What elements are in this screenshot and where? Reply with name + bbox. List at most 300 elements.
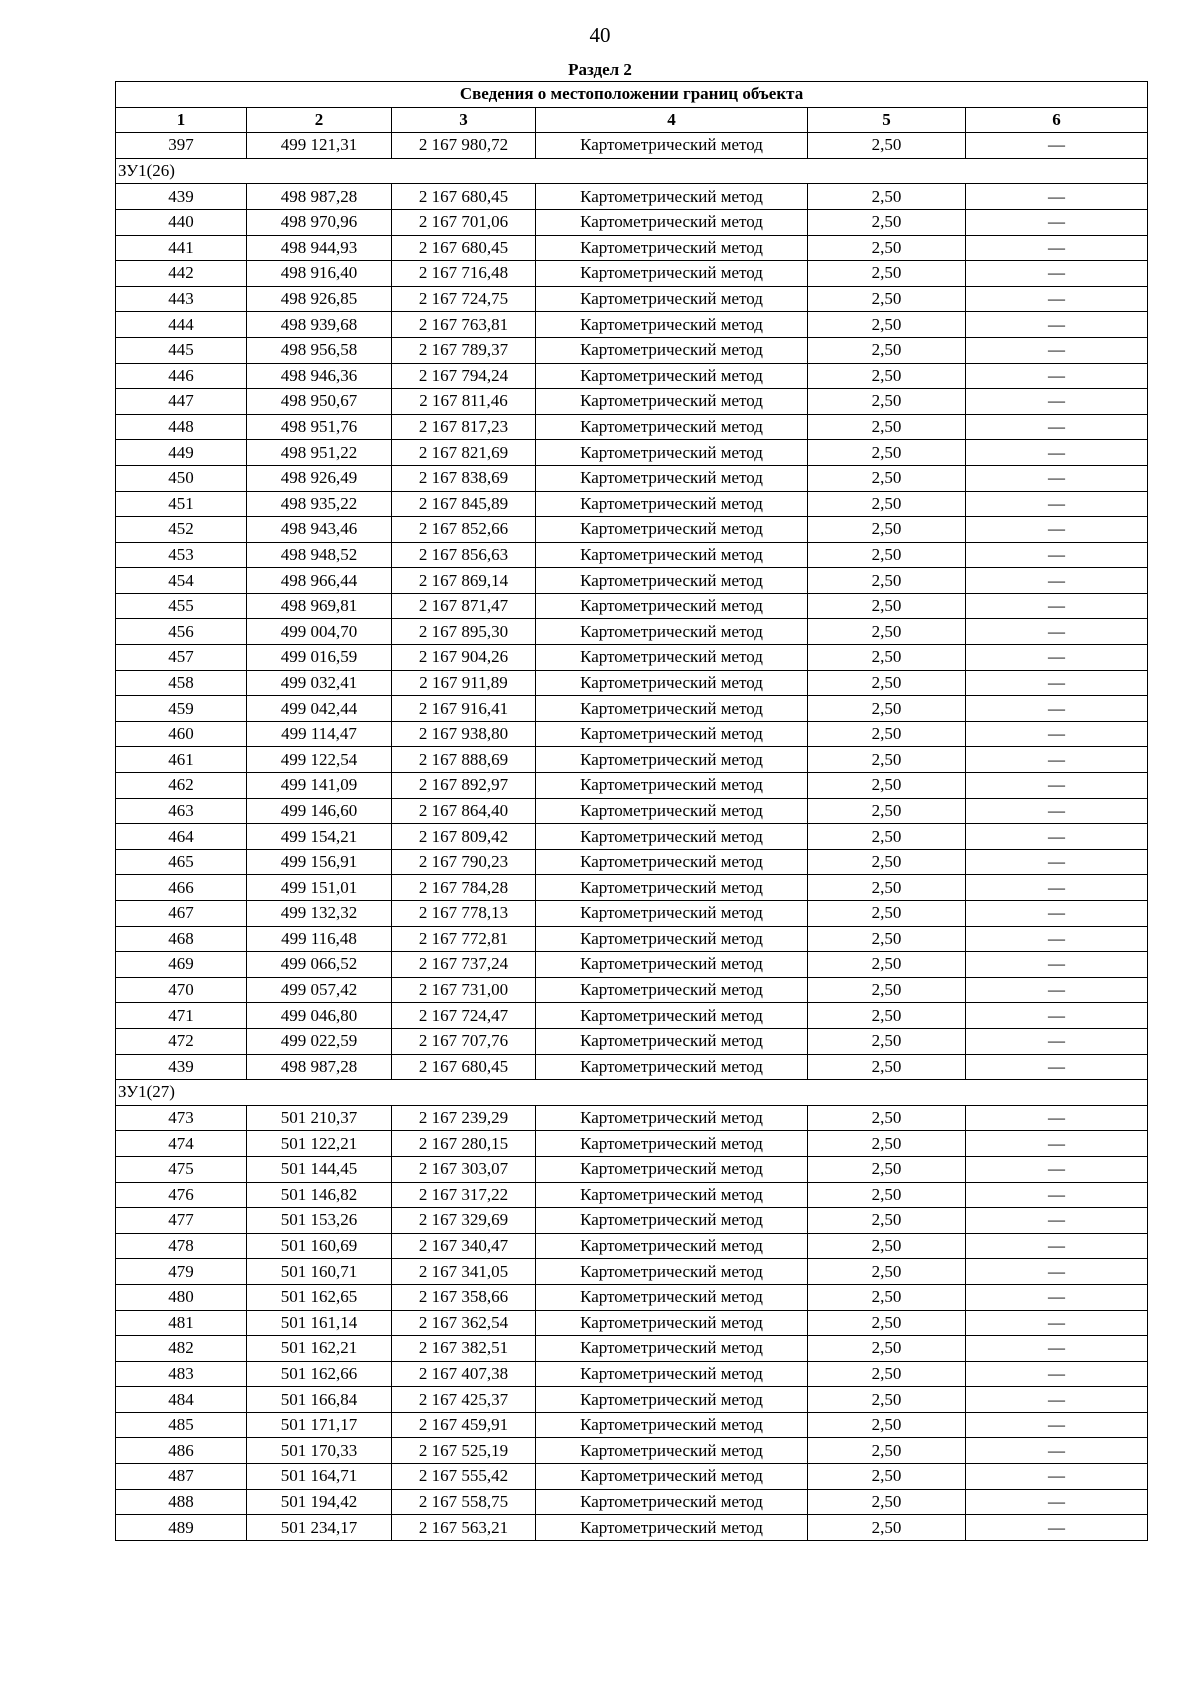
- table-row: [116, 798, 1148, 824]
- point-number-cell: 448: [116, 414, 247, 440]
- table-row: [116, 901, 1148, 927]
- coord-x-cell: 498 970,96: [247, 209, 392, 235]
- table-row: [116, 209, 1148, 235]
- coord-y-cell: 2 167 763,81: [392, 312, 536, 338]
- coord-x-cell: 498 926,85: [247, 286, 392, 312]
- coord-y-cell: 2 167 340,47: [392, 1233, 536, 1259]
- accuracy-cell: 2,50: [808, 1310, 966, 1336]
- method-cell: Картометрический метод: [536, 1156, 808, 1182]
- accuracy-cell: 2,50: [808, 1054, 966, 1080]
- accuracy-cell: 2,50: [808, 312, 966, 338]
- table-row: [116, 619, 1148, 645]
- method-cell: Картометрический метод: [536, 1233, 808, 1259]
- point-number-cell: 457: [116, 645, 247, 671]
- accuracy-cell: 2,50: [808, 849, 966, 875]
- coord-y-cell: 2 167 892,97: [392, 773, 536, 799]
- table-row: [116, 517, 1148, 543]
- point-number-cell: 471: [116, 1003, 247, 1029]
- accuracy-cell: 2,50: [808, 1515, 966, 1541]
- coord-y-cell: 2 167 809,42: [392, 824, 536, 850]
- coord-x-cell: 501 166,84: [247, 1387, 392, 1413]
- accuracy-cell: 2,50: [808, 337, 966, 363]
- coord-y-cell: 2 167 904,26: [392, 645, 536, 671]
- note-cell: —: [966, 901, 1148, 927]
- coord-x-cell: 499 116,48: [247, 926, 392, 952]
- coord-x-cell: 501 234,17: [247, 1515, 392, 1541]
- accuracy-cell: 2,50: [808, 568, 966, 594]
- note-cell: —: [966, 1464, 1148, 1490]
- coord-y-cell: 2 167 794,24: [392, 363, 536, 389]
- coord-x-cell: 499 154,21: [247, 824, 392, 850]
- method-cell: Картометрический метод: [536, 491, 808, 517]
- method-cell: Картометрический метод: [536, 1515, 808, 1541]
- note-cell: —: [966, 440, 1148, 466]
- coord-y-cell: 2 167 239,29: [392, 1105, 536, 1131]
- coord-y-cell: 2 167 680,45: [392, 1054, 536, 1080]
- note-cell: —: [966, 1310, 1148, 1336]
- note-cell: —: [966, 389, 1148, 415]
- table-row: [116, 414, 1148, 440]
- method-cell: Картометрический метод: [536, 312, 808, 338]
- coord-x-cell: 501 144,45: [247, 1156, 392, 1182]
- point-number-cell: 473: [116, 1105, 247, 1131]
- point-number-cell: 474: [116, 1131, 247, 1157]
- method-cell: Картометрический метод: [536, 1464, 808, 1490]
- table-row: [116, 1515, 1148, 1541]
- column-number: 1: [116, 107, 247, 133]
- method-cell: Картометрический метод: [536, 517, 808, 543]
- note-cell: —: [966, 977, 1148, 1003]
- note-cell: —: [966, 1361, 1148, 1387]
- note-cell: —: [966, 1438, 1148, 1464]
- coord-y-cell: 2 167 871,47: [392, 593, 536, 619]
- point-number-cell: 489: [116, 1515, 247, 1541]
- point-number-cell: 462: [116, 773, 247, 799]
- note-cell: —: [966, 1259, 1148, 1285]
- coord-x-cell: 499 057,42: [247, 977, 392, 1003]
- method-cell: Картометрический метод: [536, 440, 808, 466]
- table-row: [116, 1003, 1148, 1029]
- point-number-cell: 460: [116, 721, 247, 747]
- column-number: 4: [536, 107, 808, 133]
- coord-y-cell: 2 167 916,41: [392, 696, 536, 722]
- note-cell: —: [966, 1003, 1148, 1029]
- method-cell: Картометрический метод: [536, 619, 808, 645]
- coord-y-cell: 2 167 838,69: [392, 465, 536, 491]
- coord-y-cell: 2 167 563,21: [392, 1515, 536, 1541]
- table-row: [116, 952, 1148, 978]
- accuracy-cell: 2,50: [808, 440, 966, 466]
- point-number-cell: 485: [116, 1412, 247, 1438]
- coord-y-cell: 2 167 778,13: [392, 901, 536, 927]
- coord-x-cell: 498 951,22: [247, 440, 392, 466]
- point-number-cell: 449: [116, 440, 247, 466]
- note-cell: —: [966, 1182, 1148, 1208]
- point-number-cell: 439: [116, 184, 247, 210]
- accuracy-cell: 2,50: [808, 465, 966, 491]
- coord-x-cell: 498 950,67: [247, 389, 392, 415]
- accuracy-cell: 2,50: [808, 824, 966, 850]
- point-number-cell: 464: [116, 824, 247, 850]
- table-row: [116, 670, 1148, 696]
- method-cell: Картометрический метод: [536, 133, 808, 159]
- coord-x-cell: 498 946,36: [247, 363, 392, 389]
- group-row: [116, 1080, 1148, 1106]
- coord-y-cell: 2 167 303,07: [392, 1156, 536, 1182]
- note-cell: —: [966, 593, 1148, 619]
- coord-y-cell: 2 167 425,37: [392, 1387, 536, 1413]
- coord-x-cell: 501 210,37: [247, 1105, 392, 1131]
- method-cell: Картометрический метод: [536, 414, 808, 440]
- coord-x-cell: 499 114,47: [247, 721, 392, 747]
- method-cell: Картометрический метод: [536, 542, 808, 568]
- coord-x-cell: 498 987,28: [247, 1054, 392, 1080]
- method-cell: Картометрический метод: [536, 773, 808, 799]
- coord-x-cell: 501 146,82: [247, 1182, 392, 1208]
- table-row: [116, 696, 1148, 722]
- method-cell: Картометрический метод: [536, 1208, 808, 1234]
- method-cell: Картометрический метод: [536, 1028, 808, 1054]
- method-cell: Картометрический метод: [536, 1310, 808, 1336]
- coord-y-cell: 2 167 911,89: [392, 670, 536, 696]
- accuracy-cell: 2,50: [808, 1156, 966, 1182]
- column-number: 6: [966, 107, 1148, 133]
- point-number-cell: 453: [116, 542, 247, 568]
- note-cell: —: [966, 363, 1148, 389]
- table-row: [116, 747, 1148, 773]
- point-number-cell: 445: [116, 337, 247, 363]
- coord-x-cell: 499 122,54: [247, 747, 392, 773]
- table-row: [116, 286, 1148, 312]
- accuracy-cell: 2,50: [808, 542, 966, 568]
- accuracy-cell: 2,50: [808, 1208, 966, 1234]
- coord-x-cell: 501 170,33: [247, 1438, 392, 1464]
- point-number-cell: 465: [116, 849, 247, 875]
- coord-y-cell: 2 167 362,54: [392, 1310, 536, 1336]
- note-cell: —: [966, 1515, 1148, 1541]
- point-number-cell: 450: [116, 465, 247, 491]
- note-cell: —: [966, 184, 1148, 210]
- note-cell: —: [966, 696, 1148, 722]
- method-cell: Картометрический метод: [536, 952, 808, 978]
- coord-y-cell: 2 167 555,42: [392, 1464, 536, 1490]
- method-cell: Картометрический метод: [536, 824, 808, 850]
- method-cell: Картометрический метод: [536, 875, 808, 901]
- coord-x-cell: 499 042,44: [247, 696, 392, 722]
- note-cell: —: [966, 133, 1148, 159]
- method-cell: Картометрический метод: [536, 977, 808, 1003]
- point-number-cell: 452: [116, 517, 247, 543]
- accuracy-cell: 2,50: [808, 1105, 966, 1131]
- table-row: [116, 773, 1148, 799]
- coord-y-cell: 2 167 382,51: [392, 1336, 536, 1362]
- point-number-cell: 463: [116, 798, 247, 824]
- point-number-cell: 439: [116, 1054, 247, 1080]
- accuracy-cell: 2,50: [808, 977, 966, 1003]
- coord-y-cell: 2 167 525,19: [392, 1438, 536, 1464]
- coord-x-cell: 499 046,80: [247, 1003, 392, 1029]
- accuracy-cell: 2,50: [808, 875, 966, 901]
- coord-y-cell: 2 167 358,66: [392, 1284, 536, 1310]
- table-row: [116, 261, 1148, 287]
- note-cell: —: [966, 849, 1148, 875]
- note-cell: —: [966, 952, 1148, 978]
- method-cell: Картометрический метод: [536, 721, 808, 747]
- note-cell: —: [966, 261, 1148, 287]
- accuracy-cell: 2,50: [808, 133, 966, 159]
- accuracy-cell: 2,50: [808, 1387, 966, 1413]
- column-number-row: [116, 107, 1148, 133]
- method-cell: Картометрический метод: [536, 747, 808, 773]
- coord-x-cell: 501 194,42: [247, 1489, 392, 1515]
- point-number-cell: 459: [116, 696, 247, 722]
- accuracy-cell: 2,50: [808, 593, 966, 619]
- method-cell: Картометрический метод: [536, 465, 808, 491]
- coord-x-cell: 498 948,52: [247, 542, 392, 568]
- note-cell: —: [966, 926, 1148, 952]
- point-number-cell: 469: [116, 952, 247, 978]
- note-cell: —: [966, 1233, 1148, 1259]
- accuracy-cell: 2,50: [808, 645, 966, 671]
- method-cell: Картометрический метод: [536, 209, 808, 235]
- coord-y-cell: 2 167 938,80: [392, 721, 536, 747]
- accuracy-cell: 2,50: [808, 926, 966, 952]
- note-cell: —: [966, 798, 1148, 824]
- coord-x-cell: 498 951,76: [247, 414, 392, 440]
- point-number-cell: 472: [116, 1028, 247, 1054]
- method-cell: Картометрический метод: [536, 363, 808, 389]
- group-row: [116, 158, 1148, 184]
- accuracy-cell: 2,50: [808, 1028, 966, 1054]
- note-cell: —: [966, 209, 1148, 235]
- accuracy-cell: 2,50: [808, 773, 966, 799]
- point-number-cell: 441: [116, 235, 247, 261]
- column-number: 3: [392, 107, 536, 133]
- accuracy-cell: 2,50: [808, 747, 966, 773]
- coord-x-cell: 498 939,68: [247, 312, 392, 338]
- note-cell: —: [966, 1028, 1148, 1054]
- table-row: [116, 977, 1148, 1003]
- note-cell: —: [966, 645, 1148, 671]
- note-cell: —: [966, 824, 1148, 850]
- table-row: [116, 824, 1148, 850]
- point-number-cell: 444: [116, 312, 247, 338]
- coord-y-cell: 2 167 856,63: [392, 542, 536, 568]
- note-cell: —: [966, 286, 1148, 312]
- method-cell: Картометрический метод: [536, 901, 808, 927]
- point-number-cell: 475: [116, 1156, 247, 1182]
- method-cell: Картометрический метод: [536, 568, 808, 594]
- method-cell: Картометрический метод: [536, 184, 808, 210]
- method-cell: Картометрический метод: [536, 926, 808, 952]
- coord-y-cell: 2 167 817,23: [392, 414, 536, 440]
- point-number-cell: 397: [116, 133, 247, 159]
- table-row: [116, 1361, 1148, 1387]
- coord-y-cell: 2 167 558,75: [392, 1489, 536, 1515]
- note-cell: —: [966, 517, 1148, 543]
- table-row: [116, 1131, 1148, 1157]
- table-row: [116, 491, 1148, 517]
- accuracy-cell: 2,50: [808, 619, 966, 645]
- note-cell: —: [966, 491, 1148, 517]
- note-cell: —: [966, 1387, 1148, 1413]
- coord-x-cell: 498 966,44: [247, 568, 392, 594]
- note-cell: —: [966, 1336, 1148, 1362]
- point-number-cell: 468: [116, 926, 247, 952]
- coord-x-cell: 498 926,49: [247, 465, 392, 491]
- method-cell: Картометрический метод: [536, 1105, 808, 1131]
- coord-y-cell: 2 167 716,48: [392, 261, 536, 287]
- coord-y-cell: 2 167 341,05: [392, 1259, 536, 1285]
- group-label: ЗУ1(26): [116, 158, 1148, 184]
- table-caption: Сведения о местоположении границ объекта: [116, 82, 1148, 108]
- coord-y-cell: 2 167 895,30: [392, 619, 536, 645]
- table-row: [116, 926, 1148, 952]
- note-cell: —: [966, 721, 1148, 747]
- table-row: [116, 363, 1148, 389]
- table-row: [116, 1438, 1148, 1464]
- coord-x-cell: 501 162,65: [247, 1284, 392, 1310]
- table-row: [116, 133, 1148, 159]
- accuracy-cell: 2,50: [808, 235, 966, 261]
- point-number-cell: 455: [116, 593, 247, 619]
- coord-y-cell: 2 167 811,46: [392, 389, 536, 415]
- coord-x-cell: 501 164,71: [247, 1464, 392, 1490]
- coord-y-cell: 2 167 459,91: [392, 1412, 536, 1438]
- point-number-cell: 488: [116, 1489, 247, 1515]
- point-number-cell: 454: [116, 568, 247, 594]
- accuracy-cell: 2,50: [808, 517, 966, 543]
- accuracy-cell: 2,50: [808, 1336, 966, 1362]
- method-cell: Картометрический метод: [536, 1131, 808, 1157]
- table-row: [116, 542, 1148, 568]
- table-row: [116, 1387, 1148, 1413]
- page-number: 40: [589, 23, 611, 47]
- note-cell: —: [966, 619, 1148, 645]
- point-number-cell: 484: [116, 1387, 247, 1413]
- method-cell: Картометрический метод: [536, 1259, 808, 1285]
- coord-x-cell: 499 004,70: [247, 619, 392, 645]
- point-number-cell: 470: [116, 977, 247, 1003]
- table-row: [116, 1310, 1148, 1336]
- method-cell: Картометрический метод: [536, 1361, 808, 1387]
- note-cell: —: [966, 875, 1148, 901]
- point-number-cell: 458: [116, 670, 247, 696]
- coord-y-cell: 2 167 784,28: [392, 875, 536, 901]
- coord-x-cell: 501 161,14: [247, 1310, 392, 1336]
- accuracy-cell: 2,50: [808, 1003, 966, 1029]
- table-row: [116, 1489, 1148, 1515]
- accuracy-cell: 2,50: [808, 491, 966, 517]
- accuracy-cell: 2,50: [808, 696, 966, 722]
- group-label: ЗУ1(27): [116, 1080, 1148, 1106]
- note-cell: —: [966, 235, 1148, 261]
- coord-x-cell: 499 022,59: [247, 1028, 392, 1054]
- table-row: [116, 1054, 1148, 1080]
- method-cell: Картометрический метод: [536, 261, 808, 287]
- note-cell: —: [966, 773, 1148, 799]
- point-number-cell: 447: [116, 389, 247, 415]
- note-cell: —: [966, 1054, 1148, 1080]
- method-cell: Картометрический метод: [536, 1003, 808, 1029]
- point-number-cell: 451: [116, 491, 247, 517]
- accuracy-cell: 2,50: [808, 1438, 966, 1464]
- accuracy-cell: 2,50: [808, 1361, 966, 1387]
- accuracy-cell: 2,50: [808, 1412, 966, 1438]
- coord-y-cell: 2 167 707,76: [392, 1028, 536, 1054]
- point-number-cell: 456: [116, 619, 247, 645]
- method-cell: Картометрический метод: [536, 1054, 808, 1080]
- coord-y-cell: 2 167 790,23: [392, 849, 536, 875]
- accuracy-cell: 2,50: [808, 798, 966, 824]
- coord-y-cell: 2 167 869,14: [392, 568, 536, 594]
- coord-x-cell: 499 032,41: [247, 670, 392, 696]
- table-row: [116, 235, 1148, 261]
- point-number-cell: 480: [116, 1284, 247, 1310]
- accuracy-cell: 2,50: [808, 261, 966, 287]
- coord-x-cell: 499 132,32: [247, 901, 392, 927]
- table-row: [116, 389, 1148, 415]
- method-cell: Картометрический метод: [536, 235, 808, 261]
- table-row: [116, 440, 1148, 466]
- table-row: [116, 1233, 1148, 1259]
- point-number-cell: 461: [116, 747, 247, 773]
- note-cell: —: [966, 1489, 1148, 1515]
- method-cell: Картометрический метод: [536, 645, 808, 671]
- method-cell: Картометрический метод: [536, 337, 808, 363]
- column-number: 5: [808, 107, 966, 133]
- coord-y-cell: 2 167 317,22: [392, 1182, 536, 1208]
- table-row: [116, 1259, 1148, 1285]
- coord-x-cell: 501 162,66: [247, 1361, 392, 1387]
- note-cell: —: [966, 1412, 1148, 1438]
- table-row: [116, 875, 1148, 901]
- point-number-cell: 467: [116, 901, 247, 927]
- coord-x-cell: 499 151,01: [247, 875, 392, 901]
- method-cell: Картометрический метод: [536, 1387, 808, 1413]
- point-number-cell: 440: [116, 209, 247, 235]
- coord-x-cell: 498 935,22: [247, 491, 392, 517]
- coord-y-cell: 2 167 407,38: [392, 1361, 536, 1387]
- coord-x-cell: 499 156,91: [247, 849, 392, 875]
- table-body: [116, 133, 1148, 1541]
- table-row: [116, 1464, 1148, 1490]
- point-number-cell: 477: [116, 1208, 247, 1234]
- note-cell: —: [966, 1156, 1148, 1182]
- table-row: [116, 337, 1148, 363]
- note-cell: —: [966, 747, 1148, 773]
- point-number-cell: 466: [116, 875, 247, 901]
- note-cell: —: [966, 312, 1148, 338]
- coord-x-cell: 498 969,81: [247, 593, 392, 619]
- coord-x-cell: 499 121,31: [247, 133, 392, 159]
- coord-x-cell: 501 122,21: [247, 1131, 392, 1157]
- table-row: [116, 1412, 1148, 1438]
- table-row: [116, 593, 1148, 619]
- point-number-cell: 443: [116, 286, 247, 312]
- table-row: [116, 1336, 1148, 1362]
- coord-y-cell: 2 167 772,81: [392, 926, 536, 952]
- method-cell: Картометрический метод: [536, 593, 808, 619]
- note-cell: —: [966, 337, 1148, 363]
- coord-x-cell: 501 160,71: [247, 1259, 392, 1285]
- note-cell: —: [966, 1284, 1148, 1310]
- point-number-cell: 442: [116, 261, 247, 287]
- note-cell: —: [966, 1208, 1148, 1234]
- accuracy-cell: 2,50: [808, 1464, 966, 1490]
- note-cell: —: [966, 465, 1148, 491]
- method-cell: Картометрический метод: [536, 670, 808, 696]
